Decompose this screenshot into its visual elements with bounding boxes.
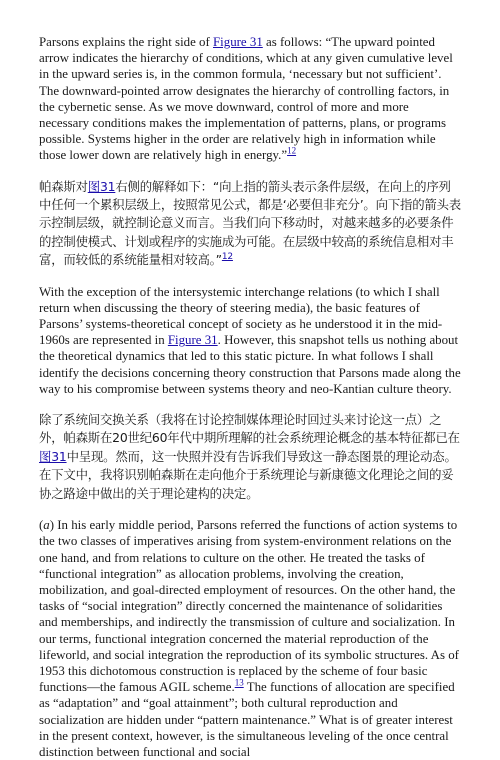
- figure-31-link-2[interactable]: Figure 31: [167, 333, 218, 348]
- text-run: With the exception of the intersystemic interchange relations (to which I shall return when discussing the theory of steering media), the basic features of Parsons’ systems-theoretical concept of society as he understood it in the mid-1960s are represented in: [39, 284, 443, 348]
- text-run: (: [39, 518, 44, 533]
- paragraph-zh-1: [39, 178, 462, 270]
- text-run: . However, this snapshot tells us nothing about the theoretical dynamics that led to this static picture. In what follows I shall identify the decisions concerning theory construction that Parsons made along the way to his compromise between systems theory and neo-Kantian culture theory.: [39, 333, 461, 396]
- paragraph-en-3: [39, 517, 462, 760]
- text-run: 右侧的解释如下：“向上指的箭头表示条件层级，在向上的序列中任何一个累积层级上，按照常见公式，都是‘必要但非充分’。向下指的箭头表示控制层级，就控制论意义而言。当我们向下移动时，对越来越多的必要条件的控制使模式、计划或程序的实施成为可能。在层级中较高的系统信息相对丰富，而较低的系统能量相对较高。”: [39, 178, 461, 268]
- footnote-12-link-zh[interactable]: 12: [221, 252, 233, 263]
- paragraph-zh-2: [39, 411, 462, 503]
- text-run: The functions of allocation are specified as “adaptation” and “goal attainment”; both cultural reproduction and socialization are hidden under “pattern maintenance.” What is of greater interest in the present context, however, is the simultaneous leveling of the once central distinction between functional and social: [39, 680, 455, 759]
- text-run: as follows: “The upward pointed arrow indicates the hierarchy of conditions, which at any given cumulative level in the upward series is, in the common formula, ‘necessary but not sufficient’. The downward-pointed arrow designates the hierarchy of controlling factors, in the cybernetic sense. As we move downward, control of more and more necessary conditions makes the implementation of patterns, plans, or programs possible. Systems higher in the order are relatively high in information while those lower down are relatively high in energy.”: [39, 35, 453, 163]
- figure-31-link-zh[interactable]: 图31: [87, 178, 116, 194]
- figure-31-link-2-zh[interactable]: 图31: [39, 448, 67, 464]
- text-run: 帕森斯对: [39, 178, 88, 194]
- paragraph-en-1: [39, 34, 462, 164]
- text-run: 中呈现。然而，这一快照并没有告诉我们导致这一静态图景的理论动态。在下文中，我将识别帕森斯在走向他介于系统理论与新康德文化理论之间的妥协之路途中做出的关于理论建构的决定。: [39, 448, 457, 501]
- text-run: Parsons explains the right side of: [39, 35, 213, 49]
- footnote-12-link[interactable]: 12: [287, 146, 297, 157]
- paragraph-en-2: [39, 284, 462, 397]
- text-run: ) In his early middle period, Parsons referred the functions of action systems to the two classes of imperatives arising from system-environment relations on the one hand, and from relations to culture on the other. He treated the tasks of “functional integration” as allocation problems, involving the creation, mobilization, and goal-directed employment of resources. On the other hand, the tasks of “social integration” directly concerned the maintenance of solidarities and memberships, and indirectly the transmission of culture and socialization. In our terms, functional integration concerned the material reproduction of the lifeworld, and social integration the reproduction of its symbolic structures. As of 1953 this dichotomous construction is replaced by the scheme of four basic functions—the famous AGIL scheme.: [39, 518, 459, 695]
- figure-31-link[interactable]: Figure 31: [213, 35, 263, 49]
- footnote-13-link[interactable]: 13: [234, 677, 244, 688]
- list-marker: a: [43, 518, 50, 533]
- text-run: 除了系统间交换关系（我将在讨论控制媒体理论时回过头来讨论这一点）之外，帕森斯在20世纪60年代中期所理解的社会系统理论概念的基本特征都已在: [39, 412, 460, 446]
